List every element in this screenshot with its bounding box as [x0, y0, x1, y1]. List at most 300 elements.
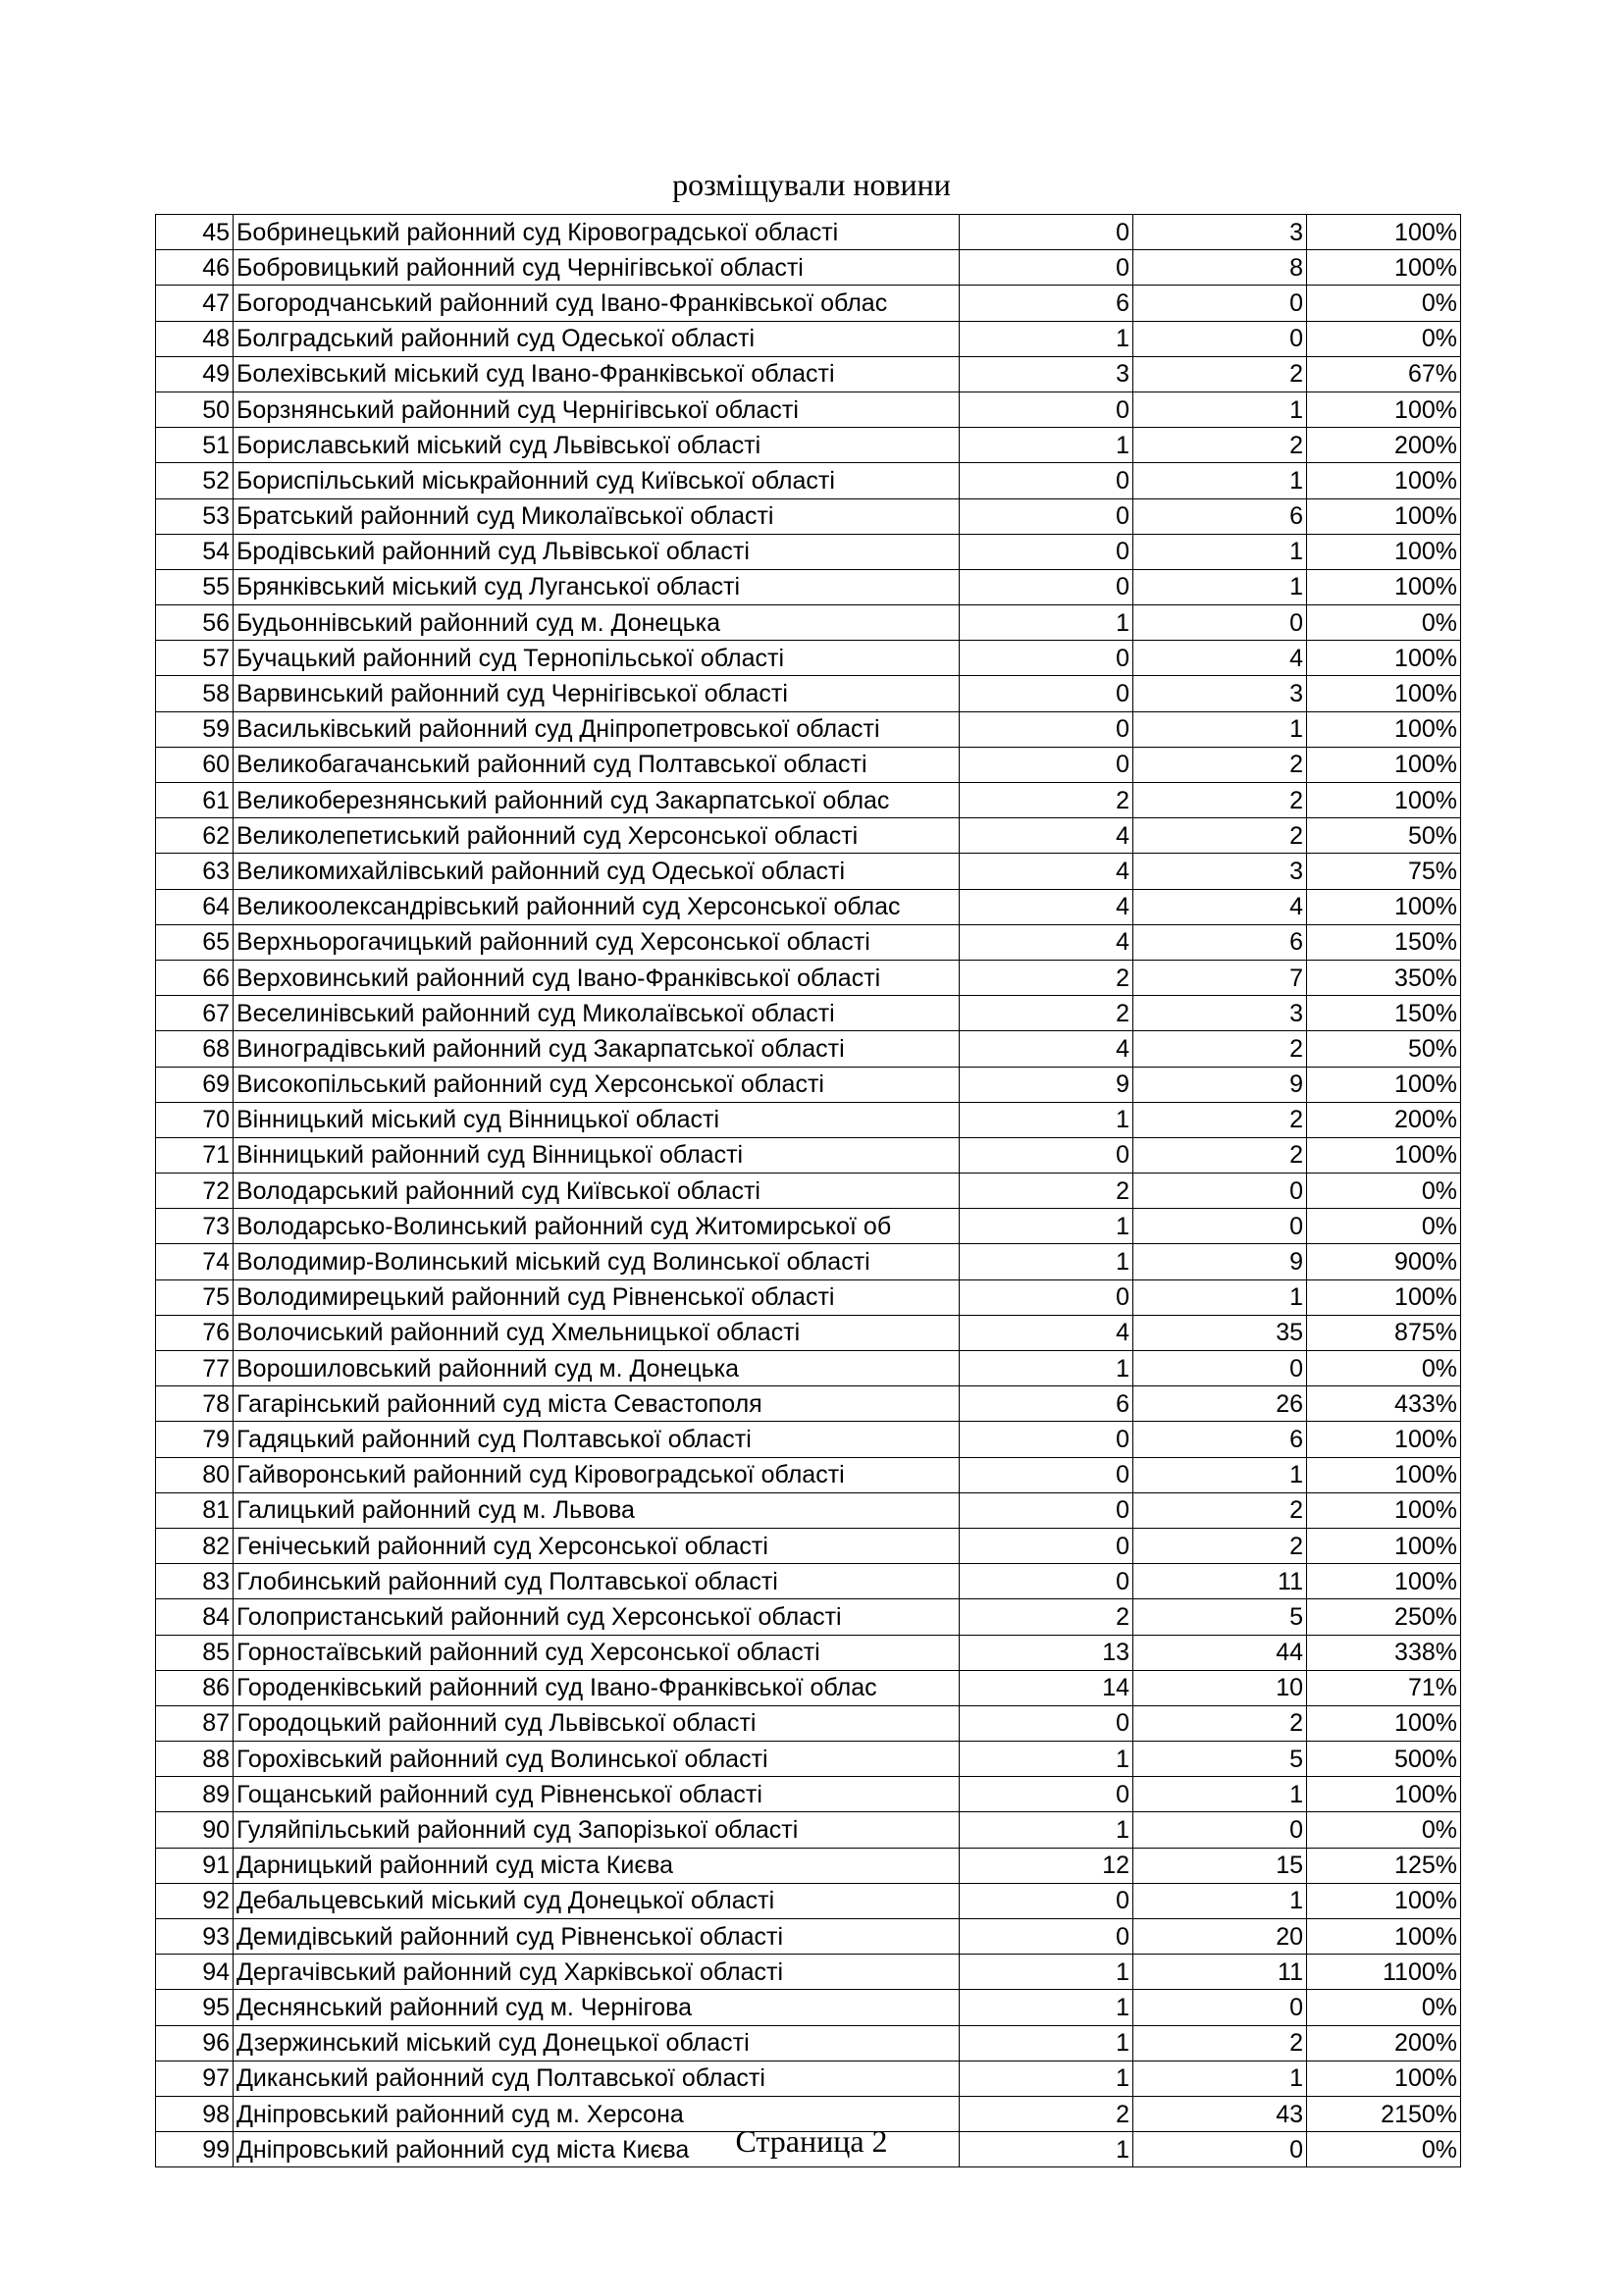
value-b: 2	[1133, 1705, 1307, 1741]
percent-value: 100%	[1307, 498, 1461, 534]
court-name: Брянківський міський суд Луганської області	[234, 569, 960, 604]
value-b: 4	[1133, 641, 1307, 676]
table-row	[156, 1564, 1461, 1599]
value-b: 0	[1133, 1174, 1307, 1209]
percent-value: 100%	[1307, 889, 1461, 924]
court-name: Володарсько-Волинський районний суд Житомирської об	[234, 1209, 960, 1244]
row-number: 54	[156, 534, 234, 569]
table-row	[156, 1386, 1461, 1422]
value-a: 0	[960, 1705, 1133, 1741]
table-row	[156, 1102, 1461, 1137]
table-row	[156, 1990, 1461, 2025]
row-number: 80	[156, 1457, 234, 1492]
court-name: Бобринецький районний суд Кіровоградської області	[234, 215, 960, 250]
value-b: 0	[1133, 1209, 1307, 1244]
value-b: 1	[1133, 534, 1307, 569]
row-number: 53	[156, 498, 234, 534]
table-row	[156, 676, 1461, 711]
value-b: 0	[1133, 1990, 1307, 2025]
table-row	[156, 605, 1461, 641]
percent-value: 100%	[1307, 676, 1461, 711]
value-a: 1	[960, 2025, 1133, 2061]
value-a: 0	[960, 1919, 1133, 1955]
value-a: 0	[960, 498, 1133, 534]
value-b: 2	[1133, 428, 1307, 463]
percent-value: 0%	[1307, 321, 1461, 356]
table-row	[156, 215, 1461, 250]
table-row	[156, 924, 1461, 960]
row-number: 56	[156, 605, 234, 641]
court-name: Бориславський міський суд Львівської області	[234, 428, 960, 463]
table-row	[156, 534, 1461, 569]
court-name: Великоолександрівський районний суд Херсонської облас	[234, 889, 960, 924]
row-number: 65	[156, 924, 234, 960]
court-name: Ворошиловський районний суд м. Донецька	[234, 1351, 960, 1386]
percent-value: 0%	[1307, 1812, 1461, 1848]
value-a: 0	[960, 747, 1133, 782]
row-number: 50	[156, 391, 234, 427]
court-name: Гощанський районний суд Рівненської області	[234, 1777, 960, 1812]
court-name: Бучацький районний суд Тернопільської області	[234, 641, 960, 676]
row-number: 92	[156, 1883, 234, 1918]
value-a: 4	[960, 818, 1133, 854]
court-name: Горностаївський районний суд Херсонської області	[234, 1635, 960, 1670]
table-row	[156, 1919, 1461, 1955]
percent-value: 100%	[1307, 2061, 1461, 2096]
percent-value: 500%	[1307, 1742, 1461, 1777]
percent-value: 100%	[1307, 1528, 1461, 1563]
value-a: 0	[960, 1137, 1133, 1173]
value-b: 35	[1133, 1315, 1307, 1350]
value-a: 1	[960, 605, 1133, 641]
row-number: 69	[156, 1067, 234, 1102]
value-a: 12	[960, 1848, 1133, 1883]
court-name: Глобинський районний суд Полтавської області	[234, 1564, 960, 1599]
value-a: 1	[960, 1244, 1133, 1279]
row-number: 94	[156, 1955, 234, 1990]
row-number: 46	[156, 250, 234, 286]
percent-value: 100%	[1307, 391, 1461, 427]
value-b: 3	[1133, 854, 1307, 889]
value-a: 0	[960, 711, 1133, 747]
court-name: Великомихайлівський районний суд Одеської області	[234, 854, 960, 889]
court-name: Гадяцький районний суд Полтавської області	[234, 1422, 960, 1457]
value-a: 6	[960, 286, 1133, 321]
court-name: Диканський районний суд Полтавської області	[234, 2061, 960, 2096]
value-b: 2	[1133, 1492, 1307, 1528]
percent-value: 433%	[1307, 1386, 1461, 1422]
court-name: Галицький районний суд м. Львова	[234, 1492, 960, 1528]
court-name: Генічеський районний суд Херсонської області	[234, 1528, 960, 1563]
table-row	[156, 2025, 1461, 2061]
row-number: 79	[156, 1422, 234, 1457]
value-b: 9	[1133, 1067, 1307, 1102]
value-a: 0	[960, 641, 1133, 676]
row-number: 63	[156, 854, 234, 889]
court-name: Богородчанський районний суд Івано-Франківської облас	[234, 286, 960, 321]
row-number: 72	[156, 1174, 234, 1209]
court-name: Виноградівський районний суд Закарпатської області	[234, 1031, 960, 1067]
percent-value: 250%	[1307, 1599, 1461, 1635]
percent-value: 100%	[1307, 1279, 1461, 1315]
value-a: 2	[960, 1174, 1133, 1209]
percent-value: 0%	[1307, 1351, 1461, 1386]
court-name: Дніпровський районний суд міста Києва	[234, 2132, 960, 2167]
value-a: 0	[960, 534, 1133, 569]
value-a: 1	[960, 2132, 1133, 2167]
row-number: 51	[156, 428, 234, 463]
value-b: 2	[1133, 2025, 1307, 2061]
row-number: 86	[156, 1670, 234, 1705]
table-row	[156, 1812, 1461, 1848]
percent-value: 125%	[1307, 1848, 1461, 1883]
value-b: 0	[1133, 2132, 1307, 2167]
row-number: 91	[156, 1848, 234, 1883]
value-a: 2	[960, 996, 1133, 1031]
value-b: 2	[1133, 747, 1307, 782]
value-b: 11	[1133, 1564, 1307, 1599]
value-b: 2	[1133, 1137, 1307, 1173]
value-b: 2	[1133, 1528, 1307, 1563]
court-name: Високопільський районний суд Херсонської області	[234, 1067, 960, 1102]
row-number: 81	[156, 1492, 234, 1528]
court-name: Верхньорогачицький районний суд Херсонської області	[234, 924, 960, 960]
row-number: 57	[156, 641, 234, 676]
court-name: Волочиський районний суд Хмельницької області	[234, 1315, 960, 1350]
value-b: 1	[1133, 1279, 1307, 1315]
value-a: 13	[960, 1635, 1133, 1670]
value-b: 3	[1133, 676, 1307, 711]
percent-value: 75%	[1307, 854, 1461, 889]
value-b: 20	[1133, 1919, 1307, 1955]
table-row	[156, 1067, 1461, 1102]
row-number: 73	[156, 1209, 234, 1244]
value-b: 1	[1133, 391, 1307, 427]
value-a: 6	[960, 1386, 1133, 1422]
percent-value: 338%	[1307, 1635, 1461, 1670]
percent-value: 100%	[1307, 250, 1461, 286]
court-name: Дарницький районний суд міста Києва	[234, 1848, 960, 1883]
value-a: 0	[960, 391, 1133, 427]
row-number: 83	[156, 1564, 234, 1599]
value-b: 10	[1133, 1670, 1307, 1705]
percent-value: 0%	[1307, 605, 1461, 641]
percent-value: 67%	[1307, 356, 1461, 391]
table-row	[156, 321, 1461, 356]
court-name: Болградський районний суд Одеської області	[234, 321, 960, 356]
table-row	[156, 1315, 1461, 1350]
table-row	[156, 1492, 1461, 1528]
table-row	[156, 463, 1461, 498]
row-number: 62	[156, 818, 234, 854]
row-number: 66	[156, 960, 234, 995]
court-name: Борзнянський районний суд Чернігівської області	[234, 391, 960, 427]
row-number: 85	[156, 1635, 234, 1670]
value-a: 1	[960, 1209, 1133, 1244]
court-name: Болехівський міський суд Івано-Франківської області	[234, 356, 960, 391]
value-a: 1	[960, 1990, 1133, 2025]
court-name: Великолепетиський районний суд Херсонської області	[234, 818, 960, 854]
row-number: 60	[156, 747, 234, 782]
percent-value: 200%	[1307, 2025, 1461, 2061]
value-a: 1	[960, 1742, 1133, 1777]
value-a: 0	[960, 250, 1133, 286]
row-number: 76	[156, 1315, 234, 1350]
value-b: 15	[1133, 1848, 1307, 1883]
court-name: Володимир-Волинський міський суд Волинської області	[234, 1244, 960, 1279]
value-a: 1	[960, 1102, 1133, 1137]
table-row	[156, 391, 1461, 427]
percent-value: 150%	[1307, 996, 1461, 1031]
table-row	[156, 1883, 1461, 1918]
percent-value: 100%	[1307, 1564, 1461, 1599]
percent-value: 900%	[1307, 1244, 1461, 1279]
row-number: 49	[156, 356, 234, 391]
value-a: 4	[960, 924, 1133, 960]
row-number: 55	[156, 569, 234, 604]
row-number: 96	[156, 2025, 234, 2061]
value-b: 0	[1133, 286, 1307, 321]
row-number: 98	[156, 2096, 234, 2131]
row-number: 84	[156, 1599, 234, 1635]
percent-value: 100%	[1307, 1705, 1461, 1741]
value-b: 0	[1133, 605, 1307, 641]
value-a: 1	[960, 1955, 1133, 1990]
value-a: 4	[960, 889, 1133, 924]
courts-table	[155, 214, 1461, 2167]
table-row	[156, 428, 1461, 463]
table-row	[156, 1635, 1461, 1670]
value-b: 1	[1133, 2061, 1307, 2096]
table-row	[156, 1209, 1461, 1244]
row-number: 59	[156, 711, 234, 747]
table-row	[156, 1777, 1461, 1812]
row-number: 58	[156, 676, 234, 711]
value-a: 4	[960, 1031, 1133, 1067]
row-number: 64	[156, 889, 234, 924]
court-name: Бобровицький районний суд Чернігівської області	[234, 250, 960, 286]
percent-value: 200%	[1307, 1102, 1461, 1137]
court-name: Гуляйпільський районний суд Запорізької області	[234, 1812, 960, 1848]
value-a: 2	[960, 783, 1133, 818]
value-b: 6	[1133, 1422, 1307, 1457]
row-number: 78	[156, 1386, 234, 1422]
value-a: 0	[960, 676, 1133, 711]
table-row	[156, 996, 1461, 1031]
percent-value: 100%	[1307, 1457, 1461, 1492]
table-row	[156, 356, 1461, 391]
table-row	[156, 711, 1461, 747]
percent-value: 100%	[1307, 1422, 1461, 1457]
court-name: Дзержинський міський суд Донецької області	[234, 2025, 960, 2061]
value-b: 5	[1133, 1742, 1307, 1777]
court-name: Верховинський районний суд Івано-Франківської області	[234, 960, 960, 995]
row-number: 67	[156, 996, 234, 1031]
row-number: 70	[156, 1102, 234, 1137]
court-name: Деснянський районний суд м. Чернігова	[234, 1990, 960, 2025]
percent-value: 100%	[1307, 1919, 1461, 1955]
percent-value: 1100%	[1307, 1955, 1461, 1990]
value-b: 3	[1133, 996, 1307, 1031]
percent-value: 875%	[1307, 1315, 1461, 1350]
percent-value: 100%	[1307, 711, 1461, 747]
value-a: 1	[960, 1812, 1133, 1848]
table-row	[156, 1670, 1461, 1705]
value-a: 0	[960, 1279, 1133, 1315]
value-a: 0	[960, 463, 1133, 498]
value-a: 2	[960, 960, 1133, 995]
percent-value: 0%	[1307, 2132, 1461, 2167]
court-name: Володимирецький районний суд Рівненської області	[234, 1279, 960, 1315]
value-a: 0	[960, 1777, 1133, 1812]
table-row	[156, 783, 1461, 818]
court-name: Городенківський районний суд Івано-Франківської облас	[234, 1670, 960, 1705]
court-name: Великоберезнянський районний суд Закарпатської облас	[234, 783, 960, 818]
court-name: Гайворонський районний суд Кіровоградської області	[234, 1457, 960, 1492]
row-number: 74	[156, 1244, 234, 1279]
court-name: Великобагачанський районний суд Полтавської області	[234, 747, 960, 782]
percent-value: 100%	[1307, 215, 1461, 250]
value-b: 2	[1133, 818, 1307, 854]
court-name: Братський районний суд Миколаївської області	[234, 498, 960, 534]
percent-value: 200%	[1307, 428, 1461, 463]
percent-value: 50%	[1307, 1031, 1461, 1067]
value-a: 2	[960, 2096, 1133, 2131]
value-b: 3	[1133, 215, 1307, 250]
value-b: 5	[1133, 1599, 1307, 1635]
court-name: Демидівський районний суд Рівненської області	[234, 1919, 960, 1955]
row-number: 95	[156, 1990, 234, 2025]
row-number: 71	[156, 1137, 234, 1173]
value-a: 3	[960, 356, 1133, 391]
page-footer-label: Страница 2	[735, 2123, 888, 2159]
table-row	[156, 747, 1461, 782]
table-row	[156, 1422, 1461, 1457]
value-a: 0	[960, 1528, 1133, 1563]
value-b: 0	[1133, 1812, 1307, 1848]
percent-value: 0%	[1307, 1174, 1461, 1209]
table-row	[156, 960, 1461, 995]
percent-value: 100%	[1307, 1137, 1461, 1173]
row-number: 47	[156, 286, 234, 321]
table-row	[156, 1528, 1461, 1563]
percent-value: 0%	[1307, 286, 1461, 321]
value-a: 0	[960, 215, 1133, 250]
court-name: Вінницький районний суд Вінницької області	[234, 1137, 960, 1173]
table-row	[156, 1848, 1461, 1883]
value-b: 1	[1133, 569, 1307, 604]
court-name: Горохівський районний суд Волинської області	[234, 1742, 960, 1777]
percent-value: 100%	[1307, 783, 1461, 818]
value-b: 2	[1133, 1102, 1307, 1137]
percent-value: 100%	[1307, 641, 1461, 676]
value-b: 26	[1133, 1386, 1307, 1422]
value-a: 0	[960, 1457, 1133, 1492]
court-name: Володарський районний суд Київської області	[234, 1174, 960, 1209]
table-row	[156, 286, 1461, 321]
table-row	[156, 1457, 1461, 1492]
row-number: 97	[156, 2061, 234, 2096]
table-row	[156, 641, 1461, 676]
row-number: 90	[156, 1812, 234, 1848]
value-b: 9	[1133, 1244, 1307, 1279]
value-a: 1	[960, 2061, 1133, 2096]
value-b: 6	[1133, 924, 1307, 960]
court-name: Веселинівський районний суд Миколаївської області	[234, 996, 960, 1031]
value-a: 0	[960, 569, 1133, 604]
court-name: Варвинський районний суд Чернігівської області	[234, 676, 960, 711]
table-row	[156, 889, 1461, 924]
percent-value: 0%	[1307, 1209, 1461, 1244]
court-name: Вінницький міський суд Вінницької області	[234, 1102, 960, 1137]
percent-value: 100%	[1307, 534, 1461, 569]
court-name: Дебальцевський міський суд Донецької області	[234, 1883, 960, 1918]
percent-value: 50%	[1307, 818, 1461, 854]
value-b: 43	[1133, 2096, 1307, 2131]
value-a: 1	[960, 1351, 1133, 1386]
percent-value: 100%	[1307, 1777, 1461, 1812]
percent-value: 100%	[1307, 1067, 1461, 1102]
value-a: 1	[960, 321, 1133, 356]
court-name: Дергачівський районний суд Харківської області	[234, 1955, 960, 1990]
court-name: Бориспільський міськрайонний суд Київської області	[234, 463, 960, 498]
page-header-title: розміщували новини	[672, 167, 951, 202]
value-b: 1	[1133, 1777, 1307, 1812]
percent-value: 100%	[1307, 463, 1461, 498]
row-number: 99	[156, 2132, 234, 2167]
courts-table-body	[156, 215, 1461, 2167]
value-b: 44	[1133, 1635, 1307, 1670]
percent-value: 71%	[1307, 1670, 1461, 1705]
value-a: 2	[960, 1599, 1133, 1635]
court-name: Городоцький районний суд Львівської області	[234, 1705, 960, 1741]
percent-value: 100%	[1307, 569, 1461, 604]
table-row	[156, 250, 1461, 286]
row-number: 45	[156, 215, 234, 250]
row-number: 87	[156, 1705, 234, 1741]
value-a: 0	[960, 1422, 1133, 1457]
value-a: 9	[960, 1067, 1133, 1102]
court-name: Дніпровський районний суд м. Херсона	[234, 2096, 960, 2131]
value-b: 4	[1133, 889, 1307, 924]
percent-value: 2150%	[1307, 2096, 1461, 2131]
value-a: 4	[960, 1315, 1133, 1350]
table-row	[156, 1279, 1461, 1315]
value-b: 1	[1133, 1457, 1307, 1492]
table-row	[156, 1244, 1461, 1279]
value-b: 1	[1133, 463, 1307, 498]
court-name: Будьоннівський районний суд м. Донецька	[234, 605, 960, 641]
percent-value: 100%	[1307, 1492, 1461, 1528]
row-number: 89	[156, 1777, 234, 1812]
value-b: 1	[1133, 711, 1307, 747]
value-a: 4	[960, 854, 1133, 889]
value-b: 1	[1133, 1883, 1307, 1918]
court-name: Голопристанський районний суд Херсонської області	[234, 1599, 960, 1635]
court-name: Гагарінський районний суд міста Севастополя	[234, 1386, 960, 1422]
table-row	[156, 818, 1461, 854]
table-row	[156, 1705, 1461, 1741]
table-row	[156, 1137, 1461, 1173]
value-b: 0	[1133, 1351, 1307, 1386]
value-a: 0	[960, 1564, 1133, 1599]
table-row	[156, 854, 1461, 889]
row-number: 93	[156, 1919, 234, 1955]
row-number: 61	[156, 783, 234, 818]
percent-value: 100%	[1307, 747, 1461, 782]
table-row	[156, 1031, 1461, 1067]
court-name: Бродівський районний суд Львівської області	[234, 534, 960, 569]
